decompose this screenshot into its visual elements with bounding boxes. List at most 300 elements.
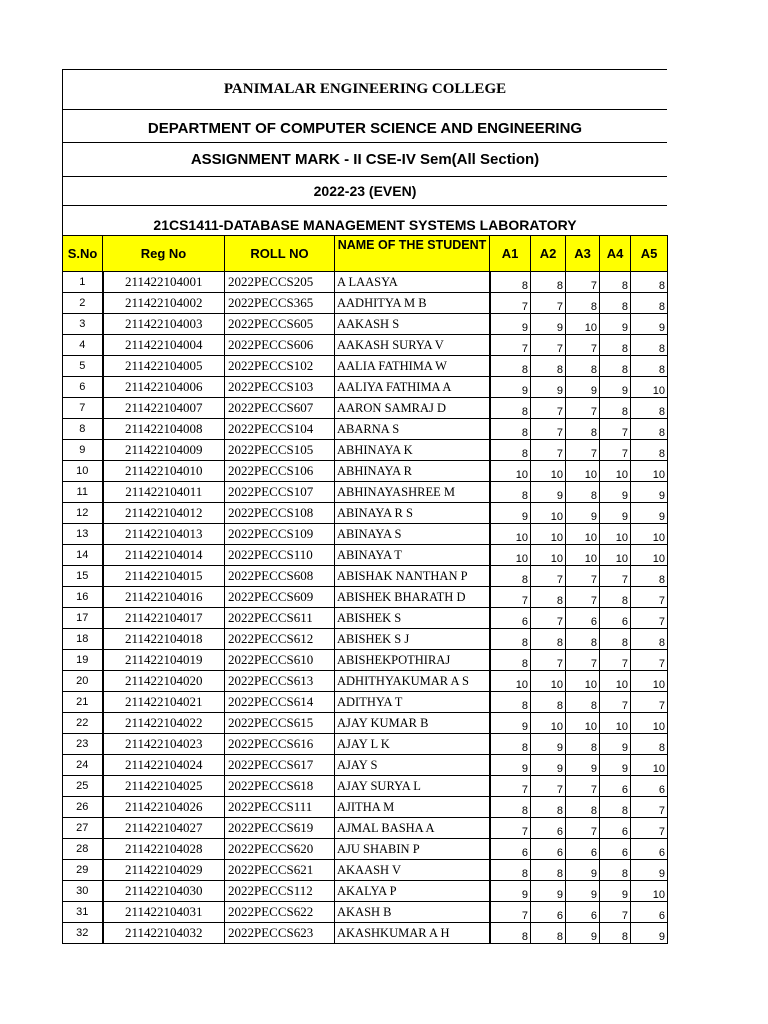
cell-a5: 10 xyxy=(631,713,668,734)
cell-sno: 7 xyxy=(63,398,103,419)
course-title: 21CS1411-DATABASE MANAGEMENT SYSTEMS LABORATORY xyxy=(62,205,667,235)
cell-sno: 14 xyxy=(63,545,103,566)
table-row xyxy=(63,755,668,776)
cell-a3: 8 xyxy=(566,356,600,377)
cell-a1: 8 xyxy=(490,272,531,293)
cell-reg-no: 211422104024 xyxy=(103,755,225,776)
table-row xyxy=(63,587,668,608)
cell-a1: 8 xyxy=(490,650,531,671)
table-row xyxy=(63,377,668,398)
cell-a2: 10 xyxy=(531,545,566,566)
cell-a1: 8 xyxy=(490,734,531,755)
cell-a4: 8 xyxy=(600,398,631,419)
cell-a4: 10 xyxy=(600,461,631,482)
cell-a3: 9 xyxy=(566,881,600,902)
cell-roll-no: 2022PECCS614 xyxy=(225,692,335,713)
table-row xyxy=(63,650,668,671)
cell-a3: 10 xyxy=(566,461,600,482)
cell-student-name: AKASHKUMAR A H xyxy=(335,923,490,944)
department-title: DEPARTMENT OF COMPUTER SCIENCE AND ENGINEERING xyxy=(62,109,667,142)
cell-a2: 7 xyxy=(531,776,566,797)
cell-a1: 8 xyxy=(490,440,531,461)
cell-a2: 8 xyxy=(531,692,566,713)
cell-a3: 6 xyxy=(566,902,600,923)
cell-a5: 7 xyxy=(631,650,668,671)
cell-a1: 7 xyxy=(490,818,531,839)
cell-reg-no: 211422104006 xyxy=(103,377,225,398)
cell-student-name: ABISHEK S J xyxy=(335,629,490,650)
cell-student-name: AJAY SURYA L xyxy=(335,776,490,797)
cell-a4: 7 xyxy=(600,419,631,440)
cell-a1: 8 xyxy=(490,482,531,503)
cell-a5: 7 xyxy=(631,587,668,608)
table-row xyxy=(63,482,668,503)
cell-a4: 9 xyxy=(600,734,631,755)
cell-a5: 9 xyxy=(631,503,668,524)
cell-reg-no: 211422104016 xyxy=(103,587,225,608)
cell-a3: 8 xyxy=(566,293,600,314)
cell-a4: 7 xyxy=(600,902,631,923)
cell-a5: 8 xyxy=(631,734,668,755)
cell-a3: 10 xyxy=(566,524,600,545)
table-row xyxy=(63,356,668,377)
cell-a3: 9 xyxy=(566,755,600,776)
cell-student-name: AJAY KUMAR B xyxy=(335,713,490,734)
cell-a3: 6 xyxy=(566,839,600,860)
table-row xyxy=(63,818,668,839)
cell-a1: 7 xyxy=(490,293,531,314)
cell-a2: 10 xyxy=(531,524,566,545)
cell-student-name: AKAASH V xyxy=(335,860,490,881)
cell-reg-no: 211422104001 xyxy=(103,272,225,293)
cell-reg-no: 211422104020 xyxy=(103,671,225,692)
cell-a3: 7 xyxy=(566,818,600,839)
cell-a2: 7 xyxy=(531,419,566,440)
cell-a3: 7 xyxy=(566,398,600,419)
cell-a5: 10 xyxy=(631,377,668,398)
cell-reg-no: 211422104008 xyxy=(103,419,225,440)
cell-a1: 7 xyxy=(490,776,531,797)
cell-a5: 8 xyxy=(631,629,668,650)
cell-a3: 8 xyxy=(566,629,600,650)
cell-a2: 8 xyxy=(531,860,566,881)
col-header-a4: A4 xyxy=(600,236,631,272)
table-row xyxy=(63,839,668,860)
cell-a4: 6 xyxy=(600,839,631,860)
cell-reg-no: 211422104021 xyxy=(103,692,225,713)
cell-a2: 7 xyxy=(531,440,566,461)
cell-a3: 8 xyxy=(566,734,600,755)
table-row xyxy=(63,860,668,881)
cell-sno: 32 xyxy=(63,923,103,944)
cell-a4: 7 xyxy=(600,692,631,713)
cell-student-name: AJITHA M xyxy=(335,797,490,818)
cell-sno: 11 xyxy=(63,482,103,503)
cell-a2: 10 xyxy=(531,671,566,692)
cell-roll-no: 2022PECCS619 xyxy=(225,818,335,839)
cell-reg-no: 211422104031 xyxy=(103,902,225,923)
table-row xyxy=(63,503,668,524)
cell-a4: 7 xyxy=(600,440,631,461)
table-row xyxy=(63,293,668,314)
cell-a2: 10 xyxy=(531,713,566,734)
cell-roll-no: 2022PECCS612 xyxy=(225,629,335,650)
cell-a1: 9 xyxy=(490,503,531,524)
cell-a4: 7 xyxy=(600,566,631,587)
cell-sno: 18 xyxy=(63,629,103,650)
cell-sno: 23 xyxy=(63,734,103,755)
cell-a5: 9 xyxy=(631,314,668,335)
cell-sno: 19 xyxy=(63,650,103,671)
cell-sno: 1 xyxy=(63,272,103,293)
cell-roll-no: 2022PECCS112 xyxy=(225,881,335,902)
cell-a1: 6 xyxy=(490,608,531,629)
cell-student-name: AADHITYA M B xyxy=(335,293,490,314)
cell-a2: 7 xyxy=(531,398,566,419)
table-row xyxy=(63,440,668,461)
cell-reg-no: 211422104002 xyxy=(103,293,225,314)
cell-sno: 10 xyxy=(63,461,103,482)
col-header-sno: S.No xyxy=(63,236,103,272)
cell-a2: 6 xyxy=(531,818,566,839)
cell-a1: 8 xyxy=(490,398,531,419)
cell-sno: 12 xyxy=(63,503,103,524)
cell-a5: 6 xyxy=(631,839,668,860)
cell-roll-no: 2022PECCS106 xyxy=(225,461,335,482)
cell-a1: 7 xyxy=(490,902,531,923)
cell-sno: 27 xyxy=(63,818,103,839)
cell-a2: 7 xyxy=(531,566,566,587)
table-row xyxy=(63,713,668,734)
cell-a5: 8 xyxy=(631,335,668,356)
cell-reg-no: 211422104005 xyxy=(103,356,225,377)
table-row xyxy=(63,797,668,818)
cell-a5: 7 xyxy=(631,692,668,713)
cell-a3: 9 xyxy=(566,377,600,398)
cell-a3: 9 xyxy=(566,503,600,524)
table-row xyxy=(63,923,668,944)
cell-student-name: AJAY S xyxy=(335,755,490,776)
cell-a3: 8 xyxy=(566,692,600,713)
cell-reg-no: 211422104023 xyxy=(103,734,225,755)
table-row xyxy=(63,881,668,902)
table-row xyxy=(63,419,668,440)
table-row xyxy=(63,272,668,293)
cell-student-name: ABINAYA T xyxy=(335,545,490,566)
cell-roll-no: 2022PECCS613 xyxy=(225,671,335,692)
cell-sno: 13 xyxy=(63,524,103,545)
table-row xyxy=(63,776,668,797)
cell-a4: 7 xyxy=(600,650,631,671)
cell-a2: 7 xyxy=(531,650,566,671)
cell-sno: 6 xyxy=(63,377,103,398)
cell-sno: 26 xyxy=(63,797,103,818)
cell-sno: 21 xyxy=(63,692,103,713)
table-row xyxy=(63,545,668,566)
table-row xyxy=(63,566,668,587)
cell-a3: 7 xyxy=(566,440,600,461)
cell-a3: 7 xyxy=(566,566,600,587)
cell-a3: 8 xyxy=(566,797,600,818)
cell-a2: 9 xyxy=(531,755,566,776)
cell-a3: 10 xyxy=(566,545,600,566)
cell-a4: 8 xyxy=(600,293,631,314)
cell-reg-no: 211422104022 xyxy=(103,713,225,734)
table-row xyxy=(63,734,668,755)
cell-sno: 28 xyxy=(63,839,103,860)
cell-roll-no: 2022PECCS616 xyxy=(225,734,335,755)
cell-a1: 10 xyxy=(490,671,531,692)
cell-roll-no: 2022PECCS108 xyxy=(225,503,335,524)
cell-a1: 9 xyxy=(490,755,531,776)
table-row xyxy=(63,629,668,650)
cell-roll-no: 2022PECCS623 xyxy=(225,923,335,944)
cell-student-name: A LAASYA xyxy=(335,272,490,293)
cell-a1: 8 xyxy=(490,566,531,587)
cell-a2: 8 xyxy=(531,629,566,650)
cell-a2: 10 xyxy=(531,461,566,482)
cell-reg-no: 211422104028 xyxy=(103,839,225,860)
cell-a3: 7 xyxy=(566,272,600,293)
cell-a4: 9 xyxy=(600,503,631,524)
table-row xyxy=(63,692,668,713)
cell-roll-no: 2022PECCS111 xyxy=(225,797,335,818)
cell-a1: 7 xyxy=(490,587,531,608)
cell-a4: 9 xyxy=(600,377,631,398)
cell-sno: 31 xyxy=(63,902,103,923)
cell-a2: 6 xyxy=(531,902,566,923)
cell-reg-no: 211422104029 xyxy=(103,860,225,881)
cell-student-name: ABINAYA S xyxy=(335,524,490,545)
cell-a1: 10 xyxy=(490,524,531,545)
cell-a2: 8 xyxy=(531,797,566,818)
marks-table xyxy=(62,235,668,944)
cell-sno: 16 xyxy=(63,587,103,608)
cell-a3: 7 xyxy=(566,650,600,671)
assignment-title: ASSIGNMENT MARK - II CSE-IV Sem(All Section) xyxy=(62,142,667,176)
cell-roll-no: 2022PECCS107 xyxy=(225,482,335,503)
cell-reg-no: 211422104013 xyxy=(103,524,225,545)
cell-a5: 6 xyxy=(631,902,668,923)
cell-roll-no: 2022PECCS608 xyxy=(225,566,335,587)
cell-reg-no: 211422104004 xyxy=(103,335,225,356)
cell-sno: 3 xyxy=(63,314,103,335)
cell-a3: 9 xyxy=(566,923,600,944)
table-row xyxy=(63,335,668,356)
cell-a1: 9 xyxy=(490,881,531,902)
cell-a5: 8 xyxy=(631,398,668,419)
cell-a5: 6 xyxy=(631,776,668,797)
cell-student-name: ABISHEKPOTHIRAJ xyxy=(335,650,490,671)
cell-student-name: AJU SHABIN P xyxy=(335,839,490,860)
cell-a5: 9 xyxy=(631,860,668,881)
cell-a2: 8 xyxy=(531,923,566,944)
cell-a5: 10 xyxy=(631,755,668,776)
cell-a2: 6 xyxy=(531,839,566,860)
cell-a4: 9 xyxy=(600,482,631,503)
cell-a5: 10 xyxy=(631,671,668,692)
cell-a4: 8 xyxy=(600,356,631,377)
cell-student-name: AARON SAMRAJ D xyxy=(335,398,490,419)
cell-a4: 6 xyxy=(600,608,631,629)
cell-a2: 8 xyxy=(531,272,566,293)
cell-a2: 7 xyxy=(531,293,566,314)
cell-a1: 9 xyxy=(490,377,531,398)
cell-reg-no: 211422104019 xyxy=(103,650,225,671)
cell-a5: 10 xyxy=(631,524,668,545)
cell-reg-no: 211422104011 xyxy=(103,482,225,503)
cell-a2: 9 xyxy=(531,734,566,755)
table-header-row xyxy=(63,236,668,272)
cell-reg-no: 211422104012 xyxy=(103,503,225,524)
cell-a4: 10 xyxy=(600,524,631,545)
cell-sno: 22 xyxy=(63,713,103,734)
cell-reg-no: 211422104015 xyxy=(103,566,225,587)
cell-reg-no: 211422104030 xyxy=(103,881,225,902)
cell-a4: 9 xyxy=(600,755,631,776)
cell-roll-no: 2022PECCS617 xyxy=(225,755,335,776)
cell-sno: 9 xyxy=(63,440,103,461)
cell-student-name: ABISHEK BHARATH D xyxy=(335,587,490,608)
cell-a3: 8 xyxy=(566,482,600,503)
cell-sno: 25 xyxy=(63,776,103,797)
cell-roll-no: 2022PECCS109 xyxy=(225,524,335,545)
cell-a4: 8 xyxy=(600,272,631,293)
cell-reg-no: 211422104027 xyxy=(103,818,225,839)
cell-a5: 7 xyxy=(631,797,668,818)
academic-year: 2022-23 (EVEN) xyxy=(62,176,667,205)
cell-a1: 8 xyxy=(490,356,531,377)
cell-a1: 7 xyxy=(490,335,531,356)
cell-sno: 29 xyxy=(63,860,103,881)
cell-sno: 8 xyxy=(63,419,103,440)
cell-a3: 7 xyxy=(566,335,600,356)
cell-roll-no: 2022PECCS609 xyxy=(225,587,335,608)
cell-roll-no: 2022PECCS607 xyxy=(225,398,335,419)
cell-a1: 8 xyxy=(490,419,531,440)
cell-reg-no: 211422104017 xyxy=(103,608,225,629)
cell-a1: 8 xyxy=(490,860,531,881)
cell-student-name: AAKASH SURYA V xyxy=(335,335,490,356)
cell-a4: 6 xyxy=(600,818,631,839)
cell-roll-no: 2022PECCS618 xyxy=(225,776,335,797)
col-header-roll-no: ROLL NO xyxy=(225,236,335,272)
cell-roll-no: 2022PECCS105 xyxy=(225,440,335,461)
cell-a3: 6 xyxy=(566,608,600,629)
cell-student-name: AAKASH S xyxy=(335,314,490,335)
college-title: PANIMALAR ENGINEERING COLLEGE xyxy=(62,69,667,109)
cell-a5: 10 xyxy=(631,881,668,902)
cell-roll-no: 2022PECCS620 xyxy=(225,839,335,860)
cell-a2: 8 xyxy=(531,587,566,608)
cell-a4: 8 xyxy=(600,335,631,356)
cell-a2: 9 xyxy=(531,314,566,335)
cell-a5: 7 xyxy=(631,608,668,629)
table-row xyxy=(63,398,668,419)
cell-a3: 9 xyxy=(566,860,600,881)
cell-sno: 5 xyxy=(63,356,103,377)
cell-sno: 20 xyxy=(63,671,103,692)
cell-a5: 10 xyxy=(631,545,668,566)
cell-sno: 15 xyxy=(63,566,103,587)
cell-reg-no: 211422104018 xyxy=(103,629,225,650)
cell-a1: 8 xyxy=(490,797,531,818)
cell-reg-no: 211422104003 xyxy=(103,314,225,335)
cell-roll-no: 2022PECCS110 xyxy=(225,545,335,566)
cell-reg-no: 211422104014 xyxy=(103,545,225,566)
cell-roll-no: 2022PECCS610 xyxy=(225,650,335,671)
cell-a1: 8 xyxy=(490,923,531,944)
cell-roll-no: 2022PECCS606 xyxy=(225,335,335,356)
cell-roll-no: 2022PECCS605 xyxy=(225,314,335,335)
cell-a3: 10 xyxy=(566,671,600,692)
cell-a1: 8 xyxy=(490,629,531,650)
col-header-a1: A1 xyxy=(490,236,531,272)
cell-reg-no: 211422104007 xyxy=(103,398,225,419)
cell-a2: 9 xyxy=(531,377,566,398)
cell-a5: 7 xyxy=(631,818,668,839)
cell-a1: 10 xyxy=(490,461,531,482)
cell-a4: 9 xyxy=(600,881,631,902)
col-header-student-name: NAME OF THE STUDENT xyxy=(335,236,490,272)
cell-a5: 8 xyxy=(631,419,668,440)
cell-student-name: ABHINAYASHREE M xyxy=(335,482,490,503)
cell-student-name: ABARNA S xyxy=(335,419,490,440)
table-row xyxy=(63,461,668,482)
cell-sno: 2 xyxy=(63,293,103,314)
cell-a1: 8 xyxy=(490,692,531,713)
cell-a2: 9 xyxy=(531,881,566,902)
cell-a5: 9 xyxy=(631,923,668,944)
mark-sheet xyxy=(62,69,667,944)
cell-a3: 10 xyxy=(566,314,600,335)
cell-student-name: AKALYA P xyxy=(335,881,490,902)
cell-a2: 7 xyxy=(531,335,566,356)
cell-reg-no: 211422104026 xyxy=(103,797,225,818)
cell-student-name: AALIYA FATHIMA A xyxy=(335,377,490,398)
cell-a2: 8 xyxy=(531,356,566,377)
cell-roll-no: 2022PECCS622 xyxy=(225,902,335,923)
col-header-a2: A2 xyxy=(531,236,566,272)
cell-a3: 7 xyxy=(566,776,600,797)
cell-a4: 10 xyxy=(600,545,631,566)
col-header-reg-no: Reg No xyxy=(103,236,225,272)
cell-student-name: ABISHAK NANTHAN P xyxy=(335,566,490,587)
cell-a4: 10 xyxy=(600,671,631,692)
cell-reg-no: 211422104009 xyxy=(103,440,225,461)
cell-a5: 8 xyxy=(631,566,668,587)
cell-student-name: ABHINAYA R xyxy=(335,461,490,482)
cell-reg-no: 211422104025 xyxy=(103,776,225,797)
cell-roll-no: 2022PECCS621 xyxy=(225,860,335,881)
cell-student-name: ADHITHYAKUMAR A S xyxy=(335,671,490,692)
cell-a2: 7 xyxy=(531,608,566,629)
cell-a1: 9 xyxy=(490,713,531,734)
cell-a4: 6 xyxy=(600,776,631,797)
cell-sno: 30 xyxy=(63,881,103,902)
cell-sno: 24 xyxy=(63,755,103,776)
cell-sno: 17 xyxy=(63,608,103,629)
table-body xyxy=(63,272,668,944)
cell-a4: 8 xyxy=(600,923,631,944)
cell-student-name: AJAY L K xyxy=(335,734,490,755)
table-row xyxy=(63,608,668,629)
cell-a5: 8 xyxy=(631,356,668,377)
cell-a4: 8 xyxy=(600,629,631,650)
cell-student-name: ABISHEK S xyxy=(335,608,490,629)
cell-a4: 8 xyxy=(600,860,631,881)
cell-a1: 10 xyxy=(490,545,531,566)
